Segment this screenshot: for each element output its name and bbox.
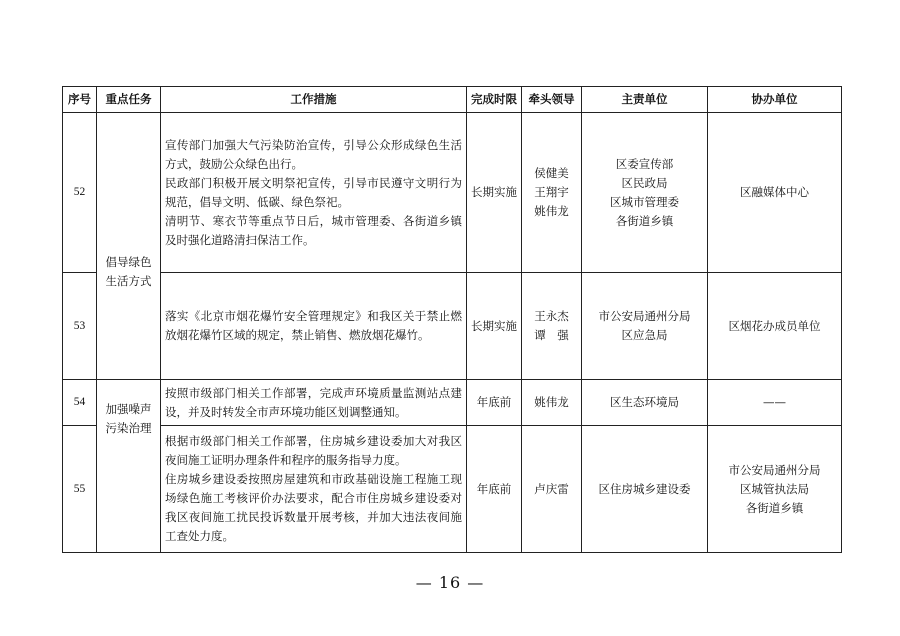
measure-text: 按照市级部门相关工作部署，完成声环境质量监测站点建设，并及时转发全市声环境功能区划调整通知。 bbox=[165, 385, 462, 419]
measures-cell bbox=[161, 426, 467, 553]
unit-name: 区生态环境局 bbox=[610, 395, 679, 409]
header-leader: 牵头领导 bbox=[522, 87, 582, 113]
table-row bbox=[63, 273, 842, 380]
measure-text: 住房城乡建设委按照房屋建筑和市政基础设施工程施工现场绿色施工考核评价办法要求，配合市住房城乡建设委对我区夜间施工扰民投诉数量开展考核，并加大违法夜间施工查处力度。 bbox=[165, 472, 462, 543]
leader-name: 卢庆雷 bbox=[534, 481, 569, 496]
unit-name: 市公安局通州分局 bbox=[598, 309, 691, 323]
table-header-row bbox=[63, 87, 842, 113]
page-number: — 16 — bbox=[415, 573, 485, 592]
deadline-cell: 长期实施 bbox=[467, 113, 522, 273]
unit-name: 各街道乡镇 bbox=[615, 213, 674, 228]
table-row bbox=[63, 426, 842, 553]
measures-cell bbox=[161, 380, 467, 426]
leader-cell bbox=[522, 380, 582, 426]
unit-name: 区融媒体中心 bbox=[740, 185, 809, 199]
task-cell bbox=[97, 380, 161, 553]
task-label-line: 污染治理 bbox=[105, 421, 152, 435]
deadline-cell: 年底前 bbox=[467, 380, 522, 426]
measures-cell bbox=[161, 273, 467, 380]
unit-name: —— bbox=[763, 395, 786, 409]
measure-text: 宣传部门加强大气污染防治宣传，引导公众形成绿色生活方式，鼓励公众绿色出行。 bbox=[165, 137, 462, 171]
measure-text: 落实《北京市烟花爆竹安全管理规定》和我区关于禁止燃放烟花爆竹区域的规定，禁止销售、燃放烟花爆竹。 bbox=[165, 309, 462, 342]
assist-unit-cell bbox=[708, 380, 842, 426]
unit-name: 区民政局 bbox=[621, 175, 668, 190]
assist-unit-cell bbox=[708, 273, 842, 380]
table-row bbox=[63, 380, 842, 426]
header-deadline: 完成时限 bbox=[467, 87, 522, 113]
unit-name: 区应急局 bbox=[621, 328, 668, 342]
row-number: 53 bbox=[63, 273, 97, 380]
header-measures: 工作措施 bbox=[161, 87, 467, 113]
leader-name: 侯健美 bbox=[534, 166, 569, 180]
header-no: 序号 bbox=[63, 87, 97, 113]
row-number: 54 bbox=[63, 380, 97, 426]
main-unit-cell bbox=[582, 380, 708, 426]
leader-name: 王翔宇 bbox=[534, 185, 569, 199]
deadline-cell: 长期实施 bbox=[467, 273, 522, 380]
unit-name: 区烟花办成员单位 bbox=[728, 318, 821, 333]
table-row bbox=[63, 113, 842, 273]
leader-name: 姚伟龙 bbox=[534, 204, 569, 218]
assist-unit-cell bbox=[708, 113, 842, 273]
task-cell bbox=[97, 113, 161, 380]
assist-unit-cell bbox=[708, 426, 842, 553]
unit-name: 区委宣传部 bbox=[615, 156, 674, 171]
unit-name: 区城管执法局 bbox=[740, 481, 809, 496]
leader-cell bbox=[522, 113, 582, 273]
main-unit-cell bbox=[582, 113, 708, 273]
main-unit-cell bbox=[582, 273, 708, 380]
leader-name: 谭 强 bbox=[534, 328, 569, 342]
measure-text: 清明节、寒衣节等重点节日后，城市管理委、各街道乡镇及时强化道路清扫保洁工作。 bbox=[165, 213, 462, 247]
row-number: 52 bbox=[63, 113, 97, 273]
task-label-line: 生活方式 bbox=[105, 274, 152, 288]
measure-text: 民政部门积极开展文明祭祀宣传，引导市民遵守文明行为规范，倡导文明、低碳、绿色祭祀。 bbox=[165, 175, 462, 209]
main-unit-cell bbox=[582, 426, 708, 553]
task-label-line: 加强噪声 bbox=[105, 402, 152, 416]
task-label-line: 倡导绿色 bbox=[105, 255, 152, 269]
leader-name: 姚伟龙 bbox=[534, 395, 569, 409]
header-assist-unit: 协办单位 bbox=[708, 87, 842, 113]
header-task: 重点任务 bbox=[97, 87, 161, 113]
leader-name: 王永杰 bbox=[534, 309, 569, 323]
deadline-cell: 年底前 bbox=[467, 426, 522, 553]
unit-name: 市公安局通州分局 bbox=[728, 462, 821, 477]
leader-cell bbox=[522, 426, 582, 553]
leader-cell bbox=[522, 273, 582, 380]
unit-name: 各街道乡镇 bbox=[745, 500, 804, 515]
row-number: 55 bbox=[63, 426, 97, 553]
measure-text: 根据市级部门相关工作部署，住房城乡建设委加大对我区夜间施工证明办理条件和程序的服务指导力度。 bbox=[165, 434, 462, 467]
header-main-unit: 主责单位 bbox=[582, 87, 708, 113]
unit-name: 区城市管理委 bbox=[610, 194, 679, 209]
measures-cell bbox=[161, 113, 467, 273]
work-measures-table bbox=[62, 86, 842, 553]
unit-name: 区住房城乡建设委 bbox=[598, 481, 691, 496]
